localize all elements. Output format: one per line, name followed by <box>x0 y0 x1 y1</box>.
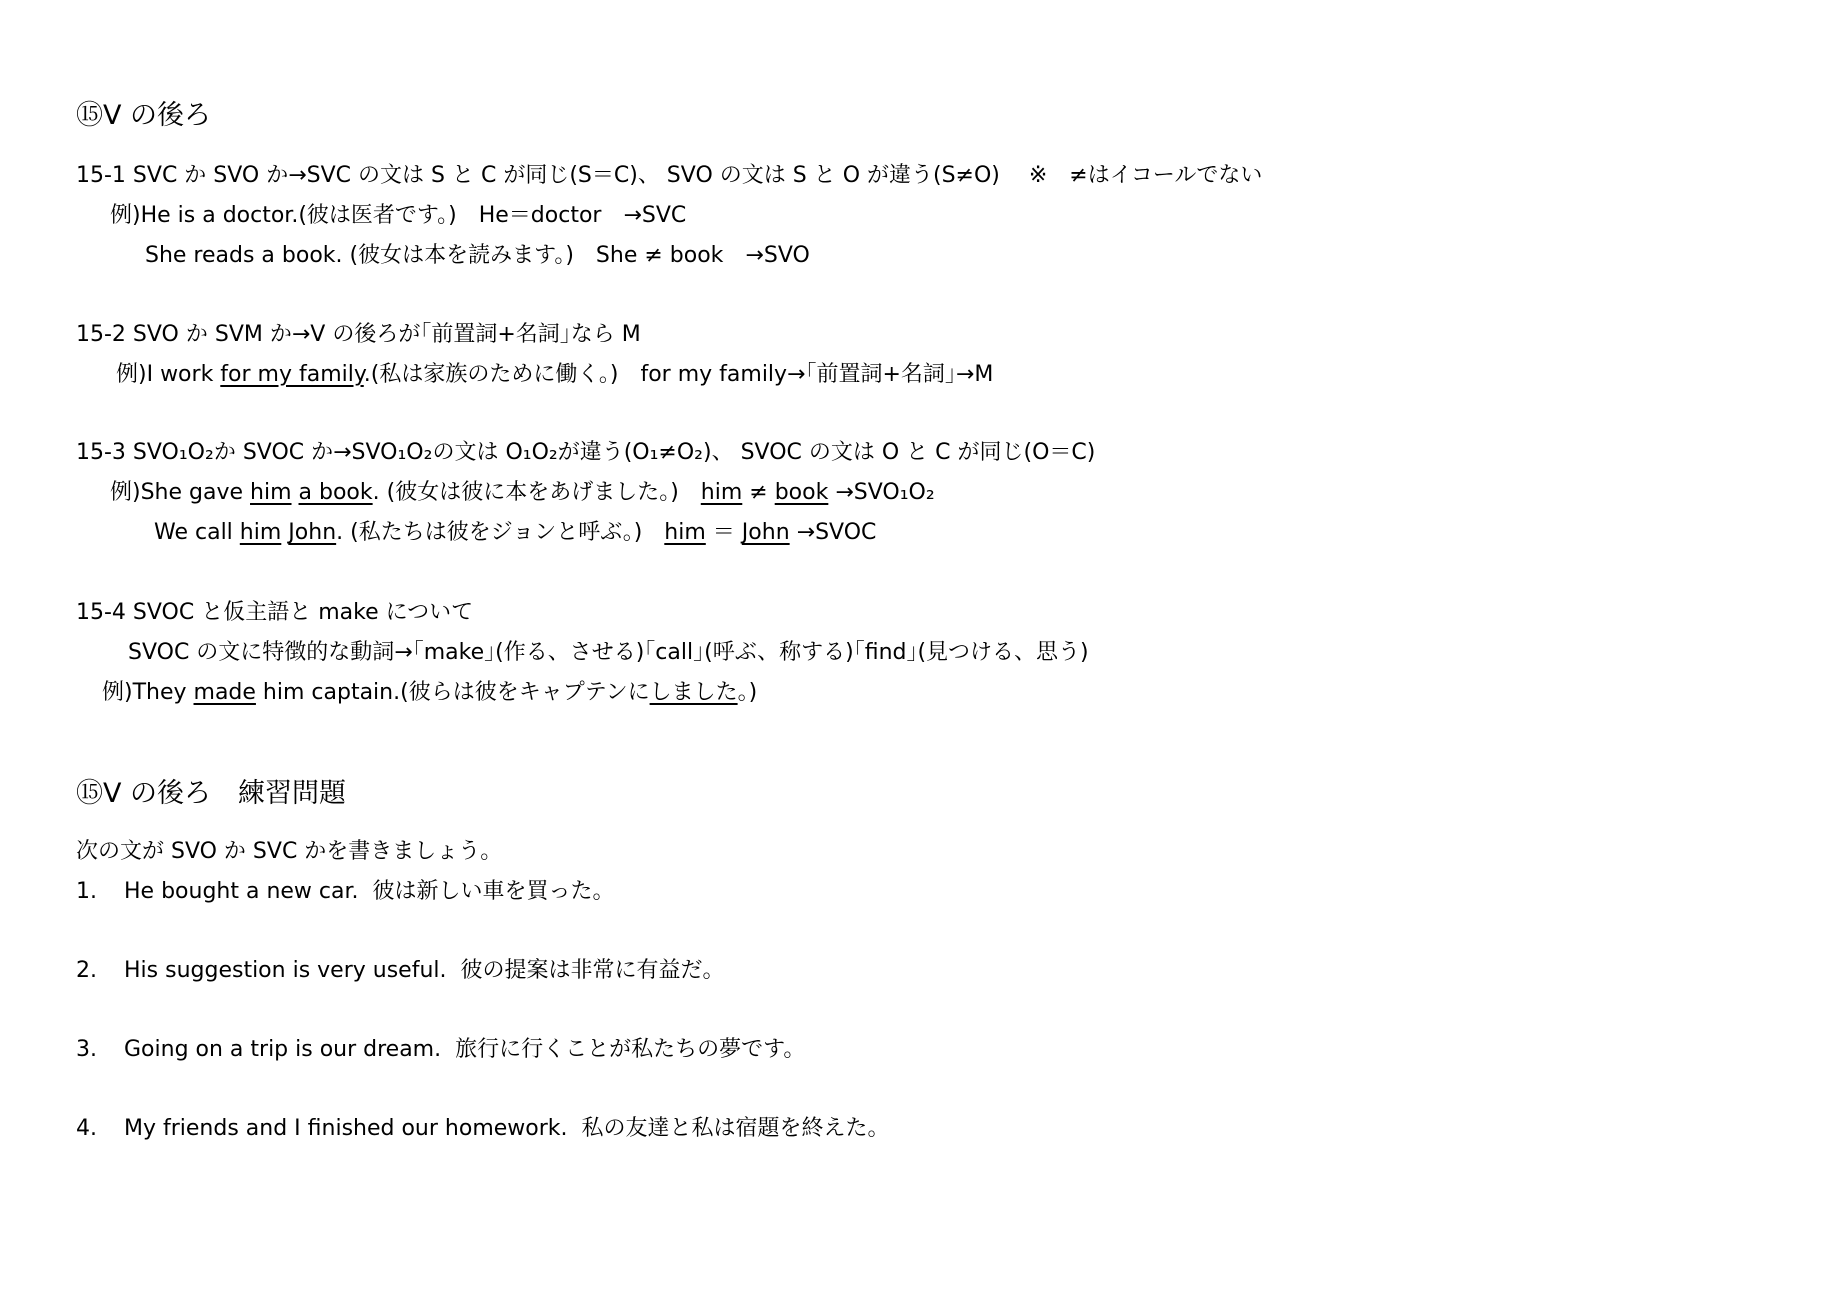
underlined-word: made <box>193 680 256 705</box>
rule-15-4-verbs: SVOC の文に特徴的な動詞→｢make｣(作る、させる)｢call｣(呼ぶ、称する)｢find｣(見つける、思う) <box>128 640 1089 665</box>
underlined-word: John <box>288 520 337 545</box>
example-text: . (彼女は彼に本をあげました。) <box>372 480 701 505</box>
item-number: 3. <box>76 1037 97 1062</box>
exercise-instruction: 次の文が SVO か SVC かを書きましょう。 <box>76 839 503 864</box>
exercise-item <box>76 956 724 986</box>
example-text: ＝ <box>705 520 742 545</box>
exercise-title: ⑮V の後ろ 練習問題 <box>76 778 347 809</box>
example-text: ≠ <box>742 480 775 505</box>
example-text: 例)I work <box>116 362 221 387</box>
underlined-word: him <box>664 520 706 545</box>
example-text: →SVO₁O₂ <box>828 480 935 505</box>
exercise-item <box>76 1035 805 1065</box>
rule-15-2-example <box>116 360 993 390</box>
item-number: 2. <box>76 958 97 983</box>
example-text: 。) <box>737 680 758 705</box>
example-text: →SVOC <box>789 520 877 545</box>
rule-15-1-example-2: She reads a book. (彼女は本を読みます。) She ≠ book →SVO <box>145 243 810 268</box>
example-text: 例)She gave <box>110 480 251 505</box>
underlined-phrase: for my family <box>220 362 364 387</box>
item-text: Going on a trip is our dream. 旅行に行くことが私たちの夢です。 <box>124 1037 806 1062</box>
rule-15-1-example-1: 例)He is a doctor.(彼は医者です。) He＝doctor →SVC <box>110 203 687 228</box>
item-number: 1. <box>76 879 97 904</box>
rule-15-2-heading: 15-2 SVO か SVM か→V の後ろが｢前置詞+名詞｣なら M <box>76 322 641 347</box>
rule-15-4-heading: 15-4 SVOC と仮主語と make について <box>76 600 474 625</box>
underlined-word: him <box>700 480 743 505</box>
example-text: We call <box>154 520 240 545</box>
item-text: He bought a new car. 彼は新しい車を買った。 <box>124 879 615 904</box>
example-text: him captain.(彼らは彼をキャプテンに <box>255 680 650 705</box>
rule-15-3-example-1 <box>110 478 935 508</box>
underlined-word: John <box>741 520 790 545</box>
item-text: My friends and I finished our homework. 私の友達と私は宿題を終えた。 <box>124 1116 890 1141</box>
example-text <box>292 480 299 505</box>
exercise-item <box>76 1114 890 1144</box>
underlined-word: him <box>250 480 292 505</box>
rule-15-4-example <box>102 678 757 708</box>
underlined-word: him <box>239 520 282 545</box>
underlined-word: book <box>774 480 829 505</box>
rule-15-3-heading: 15-3 SVO₁O₂か SVOC か→SVO₁O₂の文は O₁O₂が違う(O₁≠O₂)、 SVOC の文は O と C が同じ(O＝C) <box>76 440 1096 465</box>
exercise-item <box>76 877 615 907</box>
rule-15-1-heading: 15-1 SVC か SVO か→SVC の文は S と C が同じ(S＝C)、 SVO の文は S と O が違う(S≠O) ※ ≠はイコールでない <box>76 163 1263 188</box>
item-text: His suggestion is very useful. 彼の提案は非常に有益だ。 <box>124 958 725 983</box>
rule-15-3-example-2 <box>154 518 876 548</box>
underlined-word: a book <box>298 480 373 505</box>
example-text: 例)They <box>102 680 194 705</box>
example-text: .(私は家族のために働く。) for my family→｢前置詞+名詞｣→M <box>363 362 994 387</box>
section-title: ⑮V の後ろ <box>76 100 212 131</box>
item-number: 4. <box>76 1116 97 1141</box>
example-text: . (私たちは彼をジョンと呼ぶ。) <box>336 520 665 545</box>
underlined-word: しました <box>649 680 738 705</box>
